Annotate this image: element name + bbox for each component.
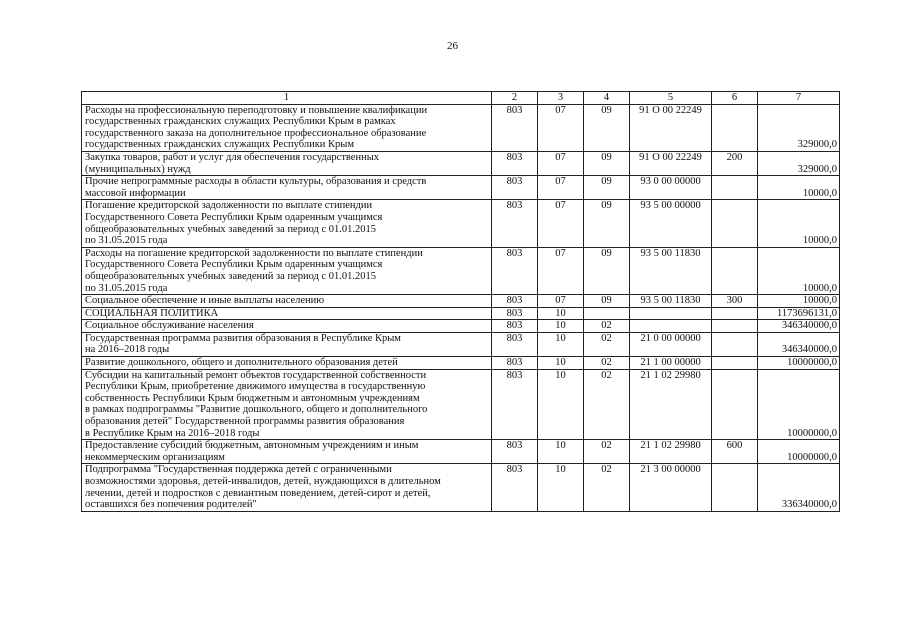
- cell-expense-type: [712, 332, 758, 356]
- row-description: Социальное обеспечение и иные выплаты населению: [82, 295, 492, 308]
- row-description: Государственная программа развития образования в Республике Крым на 2016–2018 годы: [82, 332, 492, 356]
- table-row: [82, 320, 840, 333]
- cell-amount: 1173696131,0: [758, 307, 840, 320]
- table-row: [82, 295, 840, 308]
- cell-section: 10: [538, 440, 584, 464]
- table-row: [82, 307, 840, 320]
- cell-amount: 329000,0: [758, 151, 840, 175]
- cell-section: 10: [538, 369, 584, 440]
- cell-subsection: 02: [584, 464, 630, 511]
- cell-section: 07: [538, 200, 584, 247]
- table-row: [82, 357, 840, 370]
- cell-section: 07: [538, 104, 584, 151]
- cell-target-article: 91 О 00 22249: [630, 151, 712, 175]
- cell-section: 10: [538, 307, 584, 320]
- cell-ministry-code: 803: [492, 440, 538, 464]
- table-row: [82, 440, 840, 464]
- cell-ministry-code: 803: [492, 332, 538, 356]
- cell-expense-type: 600: [712, 440, 758, 464]
- table-row: [82, 332, 840, 356]
- page-number: 26: [447, 40, 458, 52]
- row-description: Подпрограмма "Государственная поддержка детей с ограниченными возможностями здоровья, детей-инвалидов, детей, нуждающихся в длительном лечении, детей и подростков с девиантным поведением, детей-сирот и детей, оставшихся без попечения родителей": [82, 464, 492, 511]
- cell-target-article: 21 1 02 29980: [630, 440, 712, 464]
- cell-expense-type: 200: [712, 151, 758, 175]
- row-description: Прочие непрограммные расходы в области культуры, образования и средств массовой информации: [82, 176, 492, 200]
- cell-target-article: [630, 307, 712, 320]
- cell-ministry-code: 803: [492, 357, 538, 370]
- cell-amount: 10000,0: [758, 200, 840, 247]
- column-header: 5: [630, 92, 712, 105]
- cell-target-article: 93 5 00 11830: [630, 247, 712, 294]
- cell-section: 10: [538, 357, 584, 370]
- cell-expense-type: [712, 176, 758, 200]
- cell-target-article: 93 5 00 00000: [630, 200, 712, 247]
- table-row: [82, 200, 840, 247]
- row-description: Погашение кредиторской задолженности по выплате стипендии Государственного Совета Республики Крым одаренным учащимся общеобразовательных учебных заведений за период с 01.01.2015 по 31.05.2015 года: [82, 200, 492, 247]
- cell-amount: 346340000,0: [758, 320, 840, 333]
- cell-amount: 336340000,0: [758, 464, 840, 511]
- budget-table: [81, 91, 840, 512]
- cell-subsection: 02: [584, 440, 630, 464]
- cell-expense-type: [712, 464, 758, 511]
- cell-target-article: 93 0 00 00000: [630, 176, 712, 200]
- cell-amount: 10000,0: [758, 247, 840, 294]
- row-description: Развитие дошкольного, общего и дополнительного образования детей: [82, 357, 492, 370]
- cell-expense-type: [712, 320, 758, 333]
- cell-target-article: 91 О 00 22249: [630, 104, 712, 151]
- cell-subsection: 09: [584, 200, 630, 247]
- table-row: [82, 247, 840, 294]
- cell-section: 07: [538, 247, 584, 294]
- cell-amount: 10000000,0: [758, 440, 840, 464]
- cell-subsection: 02: [584, 320, 630, 333]
- cell-ministry-code: 803: [492, 369, 538, 440]
- cell-expense-type: 300: [712, 295, 758, 308]
- cell-amount: 346340000,0: [758, 332, 840, 356]
- cell-expense-type: [712, 247, 758, 294]
- row-description: Расходы на погашение кредиторской задолженности по выплате стипендии Государственного Совета Республики Крым одаренным учащимся общеобразовательных учебных заведений за период с 01.01.2015 по 31.05.2015 года: [82, 247, 492, 294]
- table-row: [82, 104, 840, 151]
- cell-target-article: 21 3 00 00000: [630, 464, 712, 511]
- column-header: 7: [758, 92, 840, 105]
- cell-ministry-code: 803: [492, 464, 538, 511]
- cell-amount: 10000000,0: [758, 357, 840, 370]
- cell-subsection: 09: [584, 295, 630, 308]
- cell-expense-type: [712, 369, 758, 440]
- cell-target-article: 93 5 00 11830: [630, 295, 712, 308]
- cell-target-article: 21 0 00 00000: [630, 332, 712, 356]
- row-description: Субсидии на капитальный ремонт объектов государственной собственности Республики Крым, приобретение движимого имущества в государственную собственность Республики Крым бюджетным и автономным учреждениям в рамках подпрограммы "Развитие дошкольного, общего и дополнительного образования детей" Государственной программы развития образования в Республике Крым на 2016–2018 годы: [82, 369, 492, 440]
- column-header: 1: [82, 92, 492, 105]
- table-row: [82, 151, 840, 175]
- row-description: Закупка товаров, работ и услуг для обеспечения государственных (муниципальных) нужд: [82, 151, 492, 175]
- column-header: 4: [584, 92, 630, 105]
- cell-section: 07: [538, 295, 584, 308]
- cell-expense-type: [712, 307, 758, 320]
- cell-ministry-code: 803: [492, 307, 538, 320]
- cell-section: 07: [538, 151, 584, 175]
- cell-ministry-code: 803: [492, 295, 538, 308]
- cell-ministry-code: 803: [492, 320, 538, 333]
- cell-section: 07: [538, 176, 584, 200]
- cell-ministry-code: 803: [492, 104, 538, 151]
- cell-target-article: 21 1 02 29980: [630, 369, 712, 440]
- cell-target-article: 21 1 00 00000: [630, 357, 712, 370]
- cell-ministry-code: 803: [492, 200, 538, 247]
- cell-ministry-code: 803: [492, 151, 538, 175]
- cell-subsection: [584, 307, 630, 320]
- table-row: [82, 176, 840, 200]
- column-header: 3: [538, 92, 584, 105]
- cell-ministry-code: 803: [492, 247, 538, 294]
- row-description: Предоставление субсидий бюджетным, автономным учреждениям и иным некоммерческим организациям: [82, 440, 492, 464]
- cell-amount: 329000,0: [758, 104, 840, 151]
- cell-subsection: 09: [584, 104, 630, 151]
- cell-subsection: 09: [584, 176, 630, 200]
- cell-subsection: 02: [584, 369, 630, 440]
- cell-ministry-code: 803: [492, 176, 538, 200]
- cell-amount: 10000000,0: [758, 369, 840, 440]
- table-row: [82, 464, 840, 511]
- table-row: [82, 369, 840, 440]
- cell-subsection: 09: [584, 247, 630, 294]
- table-header-row: [82, 92, 840, 105]
- cell-section: 10: [538, 464, 584, 511]
- cell-expense-type: [712, 104, 758, 151]
- cell-section: 10: [538, 320, 584, 333]
- cell-subsection: 02: [584, 332, 630, 356]
- cell-subsection: 02: [584, 357, 630, 370]
- row-description: Расходы на профессиональную переподготовку и повышение квалификации государственных гражданских служащих Республики Крым в рамках государственного заказа на дополнительное профессиональное образование государственных гражданских служащих Республики Крым: [82, 104, 492, 151]
- cell-subsection: 09: [584, 151, 630, 175]
- cell-expense-type: [712, 357, 758, 370]
- cell-expense-type: [712, 200, 758, 247]
- column-header: 6: [712, 92, 758, 105]
- cell-section: 10: [538, 332, 584, 356]
- cell-amount: 10000,0: [758, 176, 840, 200]
- row-description: СОЦИАЛЬНАЯ ПОЛИТИКА: [82, 307, 492, 320]
- cell-target-article: [630, 320, 712, 333]
- row-description: Социальное обслуживание населения: [82, 320, 492, 333]
- column-header: 2: [492, 92, 538, 105]
- cell-amount: 10000,0: [758, 295, 840, 308]
